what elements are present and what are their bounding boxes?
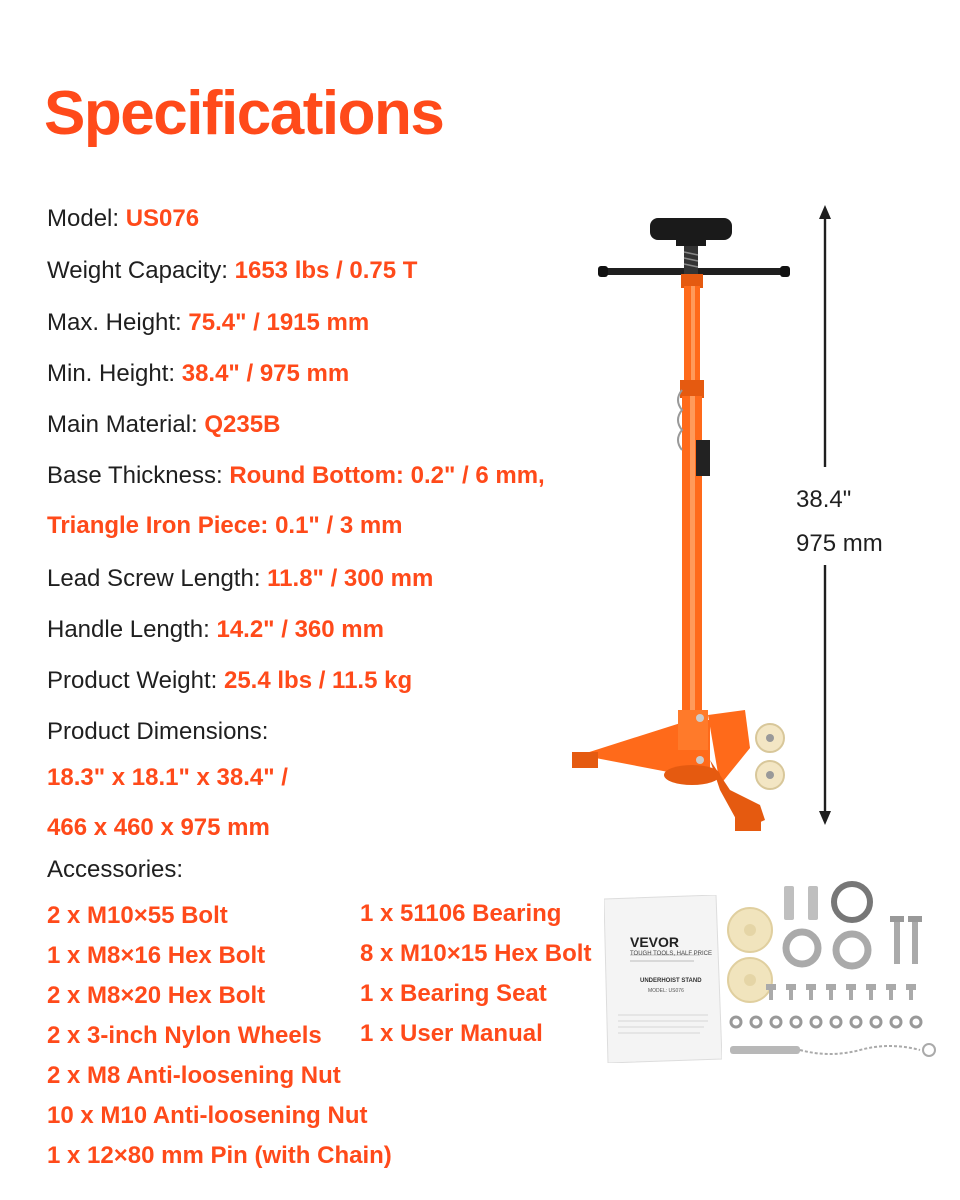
spec-product-dimensions bbox=[47, 718, 268, 746]
spec-main-material bbox=[47, 411, 280, 439]
spec-label: Main Material: bbox=[47, 411, 205, 438]
accessory-item: 2 x 3-inch Nylon Wheels bbox=[47, 1022, 322, 1049]
manual-tagline: TOUGH TOOLS, HALF PRICE bbox=[630, 951, 713, 957]
hex-bolt-row-icon bbox=[766, 984, 916, 1000]
height-label-mm: 975 mm bbox=[796, 530, 883, 557]
accessory-item: 1 x Bearing Seat bbox=[360, 980, 547, 1007]
accessory-item: 2 x M8 Anti-loosening Nut bbox=[47, 1062, 341, 1089]
manual-model: MODEL: US076 bbox=[648, 988, 684, 994]
dimensions-line-1: 18.3" x 18.1" x 38.4" / bbox=[47, 764, 288, 791]
label-sticker-icon bbox=[696, 440, 710, 476]
bearing-icon bbox=[834, 884, 870, 920]
accessory-parts-icon bbox=[724, 880, 954, 1065]
spec-min-height bbox=[47, 360, 349, 388]
spec-base-thickness-2 bbox=[47, 512, 403, 540]
spec-product-weight bbox=[47, 667, 412, 695]
accessories-label: Accessories: bbox=[47, 856, 184, 883]
accessory-item: 2 x M8×20 Hex Bolt bbox=[47, 982, 266, 1009]
manual-product: UNDERHOIST STAND bbox=[640, 978, 702, 984]
round-base-icon bbox=[664, 765, 720, 785]
page-title: Specifications bbox=[44, 79, 444, 148]
spec-value: 1653 lbs / 0.75 T bbox=[234, 257, 418, 284]
spec-label: Model: bbox=[47, 205, 126, 232]
bushing-icon bbox=[808, 886, 818, 920]
spec-label: Max. Height: bbox=[47, 309, 189, 336]
spec-label: Product Dimensions: bbox=[47, 718, 269, 745]
height-arrow-icon bbox=[812, 205, 838, 825]
pin-icon bbox=[730, 1046, 800, 1054]
spec-max-height bbox=[47, 309, 369, 337]
chain-icon bbox=[678, 390, 682, 450]
accessory-item: 2 x M10×55 Bolt bbox=[47, 902, 228, 929]
nut-row-icon bbox=[731, 1017, 921, 1027]
spec-label: Lead Screw Length: bbox=[47, 565, 268, 592]
manual-brand: VEVOR bbox=[630, 934, 680, 950]
long-bolt-icon bbox=[894, 920, 900, 964]
washer-icon bbox=[786, 932, 818, 964]
accessory-item: 8 x M10×15 Hex Bolt bbox=[360, 940, 592, 967]
accessory-item: 1 x M8×16 Hex Bolt bbox=[47, 942, 266, 969]
spec-value: US076 bbox=[125, 205, 200, 232]
dimensions-line-2: 466 x 460 x 975 mm bbox=[47, 814, 270, 841]
height-label: 38.4" bbox=[796, 486, 852, 513]
chain-icon bbox=[800, 1046, 920, 1054]
spec-weight-capacity bbox=[47, 257, 417, 285]
spec-label: Min. Height: bbox=[47, 360, 182, 387]
spec-label: Base Thickness: bbox=[47, 462, 230, 489]
spec-value: Round Bottom: 0.2" / 6 mm, bbox=[229, 462, 545, 489]
spec-model bbox=[47, 205, 199, 233]
spec-value: Triangle Iron Piece: 0.1" / 3 mm bbox=[47, 512, 403, 539]
spec-value: Q235B bbox=[204, 411, 281, 438]
accessory-item: 1 x 12×80 mm Pin (with Chain) bbox=[47, 1142, 392, 1169]
accessory-item: 10 x M10 Anti-loosening Nut bbox=[47, 1102, 368, 1129]
spec-lead-screw-length bbox=[47, 565, 433, 593]
accessory-item: 1 x User Manual bbox=[360, 1020, 543, 1047]
spec-base-thickness bbox=[47, 462, 545, 490]
long-bolt-icon bbox=[912, 920, 918, 964]
bearing-seat-icon bbox=[836, 934, 868, 966]
spec-value: 38.4" / 975 mm bbox=[181, 360, 350, 387]
spec-label: Product Weight: bbox=[47, 667, 224, 694]
spec-value: 25.4 lbs / 11.5 kg bbox=[223, 667, 413, 694]
spec-value: 14.2" / 360 mm bbox=[216, 616, 384, 643]
spec-value: 75.4" / 1915 mm bbox=[188, 309, 370, 336]
spec-value: 11.8" / 300 mm bbox=[267, 565, 434, 592]
spec-label: Handle Length: bbox=[47, 616, 217, 643]
spec-handle-length bbox=[47, 616, 384, 644]
spec-label: Weight Capacity: bbox=[47, 257, 235, 284]
bushing-icon bbox=[784, 886, 794, 920]
accessory-item: 1 x 51106 Bearing bbox=[360, 900, 562, 927]
stand-illustration bbox=[560, 200, 800, 840]
